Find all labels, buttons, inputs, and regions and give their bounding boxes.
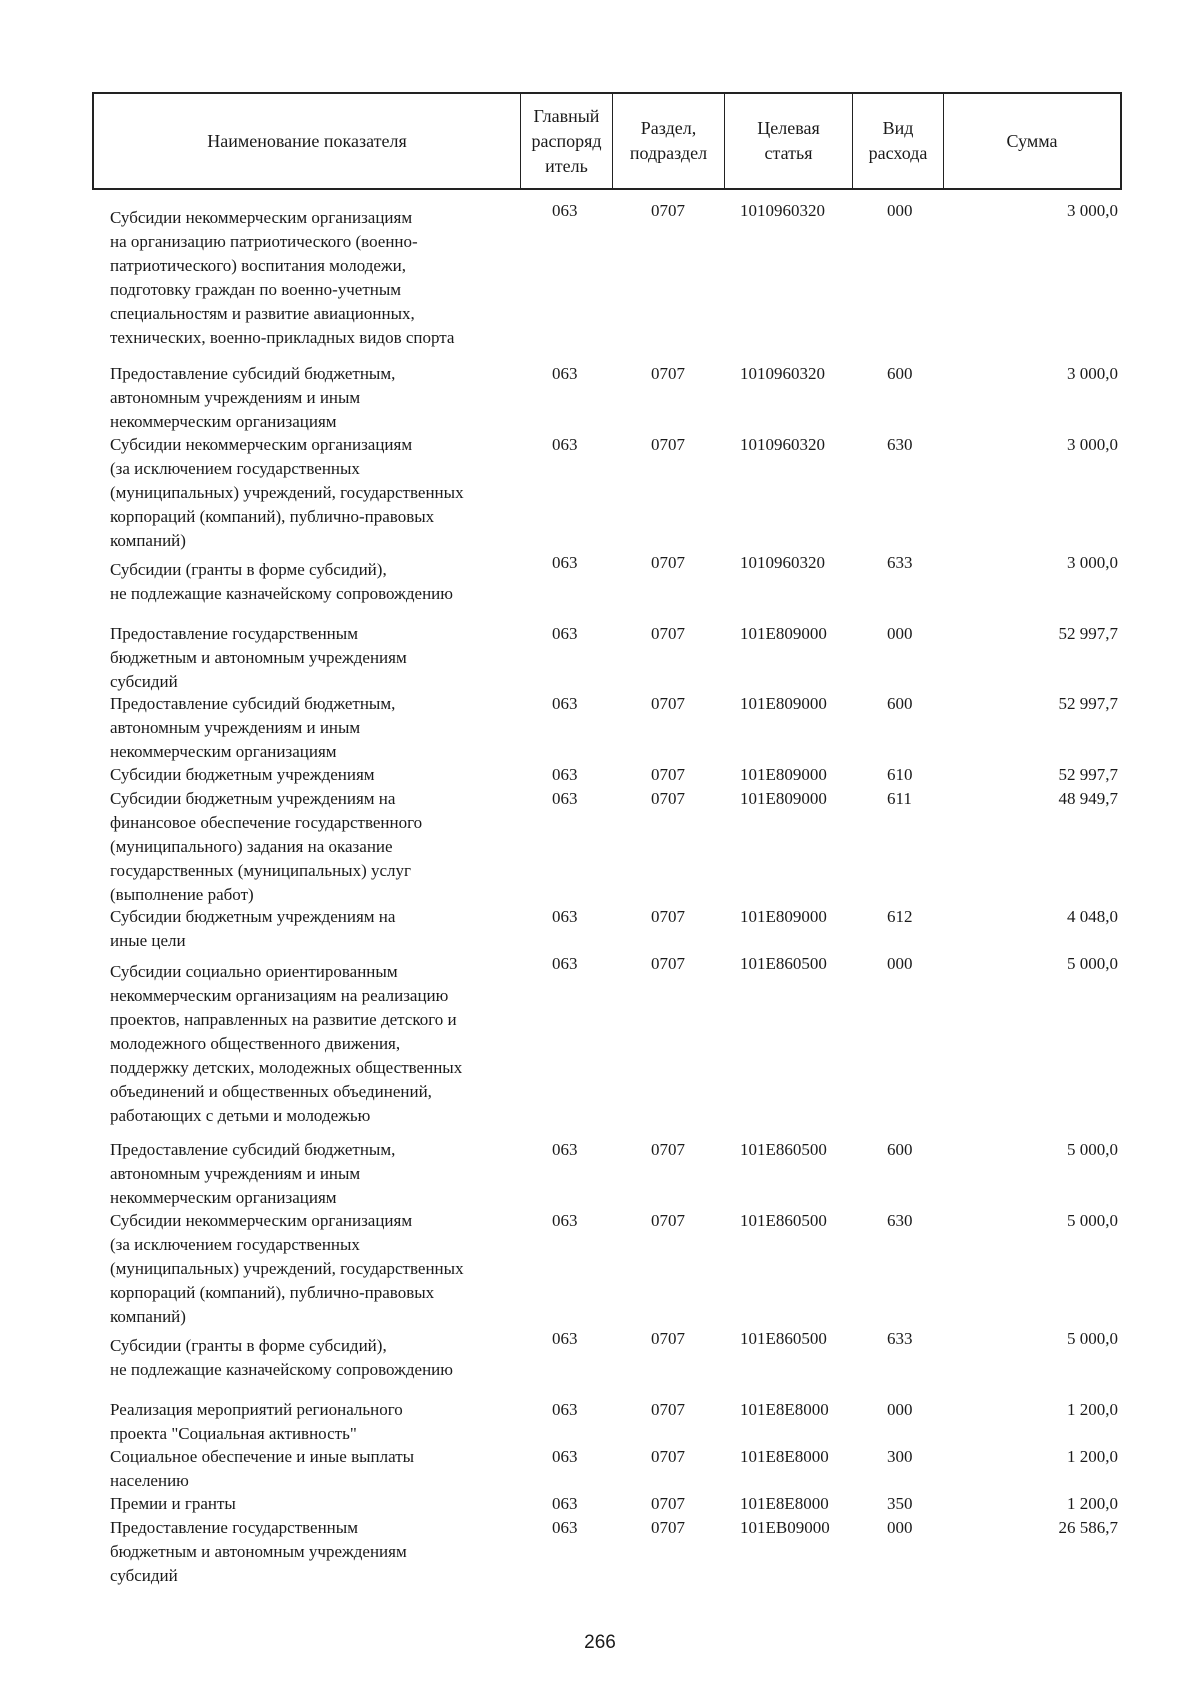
row-sum: 26 586,7: [1058, 1518, 1118, 1537]
header-sum: Сумма: [1006, 130, 1058, 151]
row-vr: 300: [887, 1447, 913, 1466]
row-grs: 063: [552, 1494, 578, 1513]
row-grs: 063: [552, 1329, 578, 1348]
row-grs: 063: [552, 553, 578, 572]
row-cs: 101E860500: [740, 954, 827, 973]
row-sum: 1 200,0: [1067, 1400, 1118, 1419]
row-cs: 101E809000: [740, 789, 827, 808]
row-vr: 600: [887, 694, 913, 713]
row-vr: 612: [887, 907, 913, 926]
row-rz: 0707: [651, 1329, 685, 1348]
row-grs: 063: [552, 364, 578, 383]
row-cs: 101E809000: [740, 907, 827, 926]
row-rz: 0707: [651, 765, 685, 784]
row-sum: 4 048,0: [1067, 907, 1118, 926]
row-name: Субсидии бюджетным учреждениям на финансовое обеспечение государственного (муниципального) задания на оказание государственных (муниципальных) услуг (выполнение работ): [110, 789, 423, 904]
row-grs: 063: [552, 201, 578, 220]
row-sum: 5 000,0: [1067, 954, 1118, 973]
row-name: Предоставление субсидий бюджетным, автономным учреждениям и иным некоммерческим организациям: [110, 694, 396, 761]
row-vr: 000: [887, 1400, 913, 1419]
page-number: 266: [584, 1632, 616, 1653]
row-rz: 0707: [651, 907, 685, 926]
row-sum: 5 000,0: [1067, 1329, 1118, 1348]
row-grs: 063: [552, 435, 578, 454]
row-cs: 1010960320: [740, 553, 825, 572]
row-name: Субсидии (гранты в форме субсидий), не подлежащие казначейскому сопровождению: [110, 560, 453, 603]
row-vr: 000: [887, 624, 913, 643]
row-rz: 0707: [651, 553, 685, 572]
row-grs: 063: [552, 1140, 578, 1159]
row-cs: 101E860500: [740, 1211, 827, 1230]
row-vr: 000: [887, 954, 913, 973]
row-cs: 101E860500: [740, 1329, 827, 1348]
row-grs: 063: [552, 765, 578, 784]
row-vr: 000: [887, 201, 913, 220]
header-rz: Раздел, подраздел: [613, 94, 725, 188]
row-vr: 600: [887, 364, 913, 383]
row-cs: 101E8E8000: [740, 1400, 829, 1419]
row-rz: 0707: [651, 1400, 685, 1419]
row-grs: 063: [552, 1518, 578, 1537]
row-sum: 3 000,0: [1067, 201, 1118, 220]
row-grs: 063: [552, 1400, 578, 1419]
row-rz: 0707: [651, 1494, 685, 1513]
row-name: Субсидии бюджетным учреждениям на иные цели: [110, 907, 396, 950]
row-sum: 1 200,0: [1067, 1494, 1118, 1513]
row-grs: 063: [552, 694, 578, 713]
row-name: Предоставление государственным бюджетным и автономным учреждениям субсидий: [110, 624, 407, 691]
row-vr: 350: [887, 1494, 913, 1513]
row-vr: 633: [887, 1329, 913, 1348]
row-sum: 52 997,7: [1058, 694, 1118, 713]
row-grs: 063: [552, 789, 578, 808]
row-sum: 48 949,7: [1058, 789, 1118, 808]
row-cs: 101E809000: [740, 624, 827, 643]
row-name: Субсидии некоммерческим организациям (за исключением государственных (муниципальных) учреждений, государственных корпораций (компаний), публично-правовых компаний): [110, 435, 464, 550]
row-name: Премии и гранты: [110, 1494, 236, 1513]
row-grs: 063: [552, 1447, 578, 1466]
row-name: Предоставление субсидий бюджетным, автономным учреждениям и иным некоммерческим организациям: [110, 1140, 396, 1207]
row-cs: 101E809000: [740, 765, 827, 784]
row-vr: 633: [887, 553, 913, 572]
row-rz: 0707: [651, 435, 685, 454]
row-cs: 1010960320: [740, 435, 825, 454]
row-cs: 1010960320: [740, 364, 825, 383]
row-grs: 063: [552, 954, 578, 973]
row-sum: 3 000,0: [1067, 553, 1118, 572]
row-rz: 0707: [651, 694, 685, 713]
row-rz: 0707: [651, 954, 685, 973]
row-sum: 52 997,7: [1058, 765, 1118, 784]
header-grs: Главный распоряд итель: [521, 94, 613, 188]
row-name: Субсидии (гранты в форме субсидий), не подлежащие казначейскому сопровождению: [110, 1336, 453, 1379]
row-name: Социальное обеспечение и иные выплаты населению: [110, 1447, 415, 1490]
row-sum: 5 000,0: [1067, 1140, 1118, 1159]
row-grs: 063: [552, 1211, 578, 1230]
row-rz: 0707: [651, 201, 685, 220]
row-rz: 0707: [651, 1140, 685, 1159]
row-sum: 5 000,0: [1067, 1211, 1118, 1230]
row-sum: 52 997,7: [1058, 624, 1118, 643]
row-vr: 630: [887, 1211, 913, 1230]
row-vr: 600: [887, 1140, 913, 1159]
row-name: Предоставление государственным бюджетным и автономным учреждениям субсидий: [110, 1518, 407, 1585]
row-rz: 0707: [651, 1447, 685, 1466]
row-grs: 063: [552, 624, 578, 643]
row-cs: 101E860500: [740, 1140, 827, 1159]
row-vr: 610: [887, 765, 913, 784]
row-cs: 1010960320: [740, 201, 825, 220]
header-name: Наименование показателя: [94, 94, 521, 188]
row-name: Субсидии бюджетным учреждениям: [110, 765, 375, 784]
row-rz: 0707: [651, 1211, 685, 1230]
row-cs: 101E809000: [740, 694, 827, 713]
row-vr: 630: [887, 435, 913, 454]
row-rz: 0707: [651, 624, 685, 643]
row-name: Субсидии социально ориентированным некоммерческим организациям на реализацию проектов, направленных на развитие детского и молодежного общественного движения, поддержку детских, молодежных общественных объединений и общественных объединений, работающих с детьми и молодежью: [110, 962, 463, 1125]
row-rz: 0707: [651, 789, 685, 808]
row-sum: 3 000,0: [1067, 364, 1118, 383]
header-vr: Вид расхода: [853, 94, 944, 188]
row-name: Реализация мероприятий регионального проекта "Социальная активность": [110, 1400, 403, 1443]
row-vr: 611: [887, 789, 912, 808]
row-sum: 1 200,0: [1067, 1447, 1118, 1466]
row-rz: 0707: [651, 364, 685, 383]
row-cs: 101EB09000: [740, 1518, 830, 1537]
row-cs: 101E8E8000: [740, 1447, 829, 1466]
row-sum: 3 000,0: [1067, 435, 1118, 454]
row-grs: 063: [552, 907, 578, 926]
row-name: Предоставление субсидий бюджетным, автономным учреждениям и иным некоммерческим организациям: [110, 364, 396, 431]
row-rz: 0707: [651, 1518, 685, 1537]
row-vr: 000: [887, 1518, 913, 1537]
row-cs: 101E8E8000: [740, 1494, 829, 1513]
header-cs: Целевая статья: [725, 94, 853, 188]
row-name: Субсидии некоммерческим организациям на организацию патриотического (военно- патриотического) воспитания молодежи, подготовку граждан по военно-учетным специальностям и развитие авиационных, технических, военно-прикладных видов спорта: [110, 208, 455, 347]
row-name: Субсидии некоммерческим организациям (за исключением государственных (муниципальных) учреждений, государственных корпораций (компаний), публично-правовых компаний): [110, 1211, 464, 1326]
